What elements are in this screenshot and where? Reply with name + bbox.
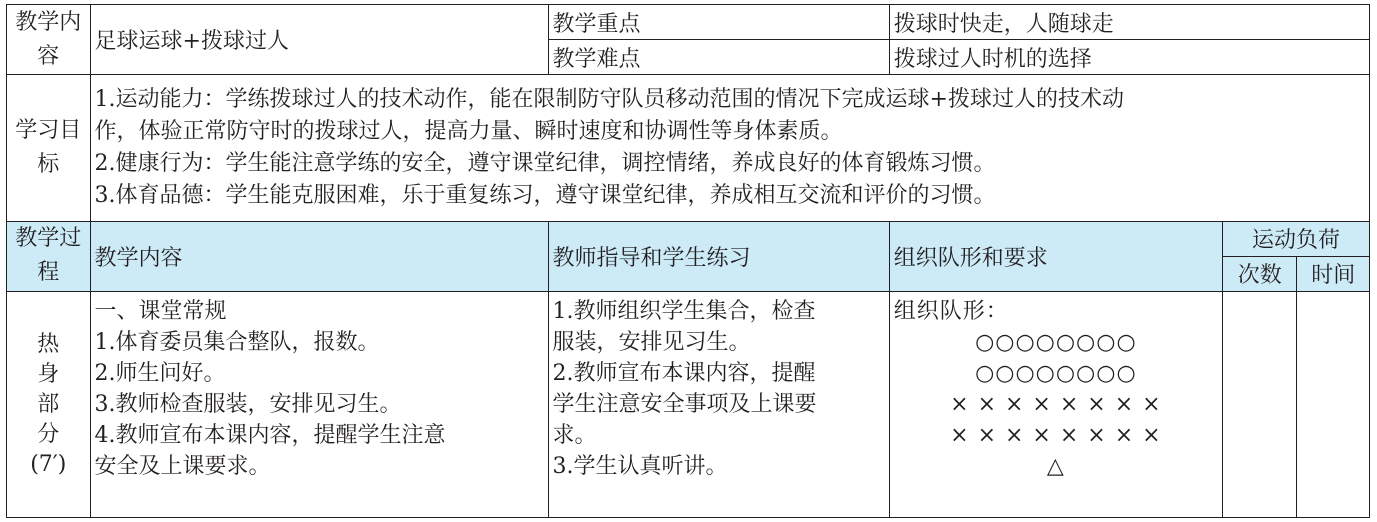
warmup-time-cell bbox=[1297, 292, 1370, 518]
content-label: 教学内容 bbox=[7, 5, 91, 75]
objectives-text bbox=[90, 75, 1369, 222]
formation-row-crosses: × × × × × × × × bbox=[950, 423, 1162, 448]
key-point-label: 教学重点 bbox=[548, 5, 889, 40]
key-point-value: 拨球时快走，人随球走 bbox=[889, 5, 1369, 40]
formation-title: 组织队形： bbox=[893, 299, 1009, 324]
difficulty-label: 教学难点 bbox=[548, 40, 889, 75]
guidance-line: 学生注意安全事项及上课要 bbox=[552, 392, 817, 417]
time-header: 时间 bbox=[1297, 256, 1370, 291]
content-line: 一、课堂常规 bbox=[94, 299, 227, 324]
warmup-formation bbox=[889, 292, 1222, 518]
guidance-line: 2.教师宣布本课内容，提醒 bbox=[552, 361, 816, 386]
content-line: 4.教师宣布本课内容，提醒学生注意 bbox=[94, 423, 446, 448]
objective-line: 2.健康行为：学生能注意学练的安全，遵守课堂纪律，调控情绪，养成良好的体育锻炼习惯。 bbox=[94, 151, 996, 176]
objective-line: 作，体验正常防守时的拨球过人，提高力量、瞬时速度和协调性等身体素质。 bbox=[94, 119, 843, 144]
guidance-header: 教师指导和学生练习 bbox=[548, 221, 889, 291]
content-value: 足球运球+拨球过人 bbox=[90, 5, 548, 75]
count-header: 次数 bbox=[1222, 256, 1296, 291]
objective-line: 3.体育品德：学生能克服困难，乐于重复练习，遵守课堂纪律，养成相互交流和评价的习惯。 bbox=[94, 183, 996, 208]
content-line: 2.师生问好。 bbox=[94, 361, 226, 386]
guidance-line: 服装，安排见习生。 bbox=[552, 330, 751, 355]
content-line: 3.教师检查服装，安排见习生。 bbox=[94, 392, 402, 417]
warmup-section-label: 热 身 部 分 (7′) bbox=[7, 292, 91, 518]
load-header: 运动负荷 bbox=[1222, 221, 1369, 256]
lesson-plan-table bbox=[6, 4, 1370, 518]
guidance-line: 求。 bbox=[552, 423, 597, 448]
process-label: 教学过程 bbox=[7, 221, 91, 291]
warmup-content bbox=[90, 292, 548, 518]
content-line: 1.体育委员集合整队，报数。 bbox=[94, 330, 380, 355]
difficulty-value: 拨球过人时机的选择 bbox=[889, 40, 1369, 75]
warmup-guidance bbox=[548, 292, 889, 518]
process-content-header: 教学内容 bbox=[90, 221, 548, 291]
formation-row-circles: ○○○○○○○○ bbox=[975, 361, 1137, 386]
formation-header: 组织队形和要求 bbox=[889, 221, 1222, 291]
formation-row-circles: ○○○○○○○○ bbox=[975, 330, 1137, 355]
formation-row-crosses: × × × × × × × × bbox=[950, 392, 1162, 417]
guidance-line: 1.教师组织学生集合，检查 bbox=[552, 299, 816, 324]
teacher-triangle-icon: △ bbox=[1046, 454, 1065, 479]
objectives-label: 学习目标 bbox=[7, 75, 91, 222]
guidance-line: 3.学生认真听讲。 bbox=[552, 454, 728, 479]
warmup-count-cell bbox=[1222, 292, 1296, 518]
objective-line: 1.运动能力：学练拨球过人的技术动作，能在限制防守队员移动范围的情况下完成运球+拨球过人的技术动 bbox=[94, 87, 1124, 112]
content-line: 安全及上课要求。 bbox=[94, 454, 271, 479]
